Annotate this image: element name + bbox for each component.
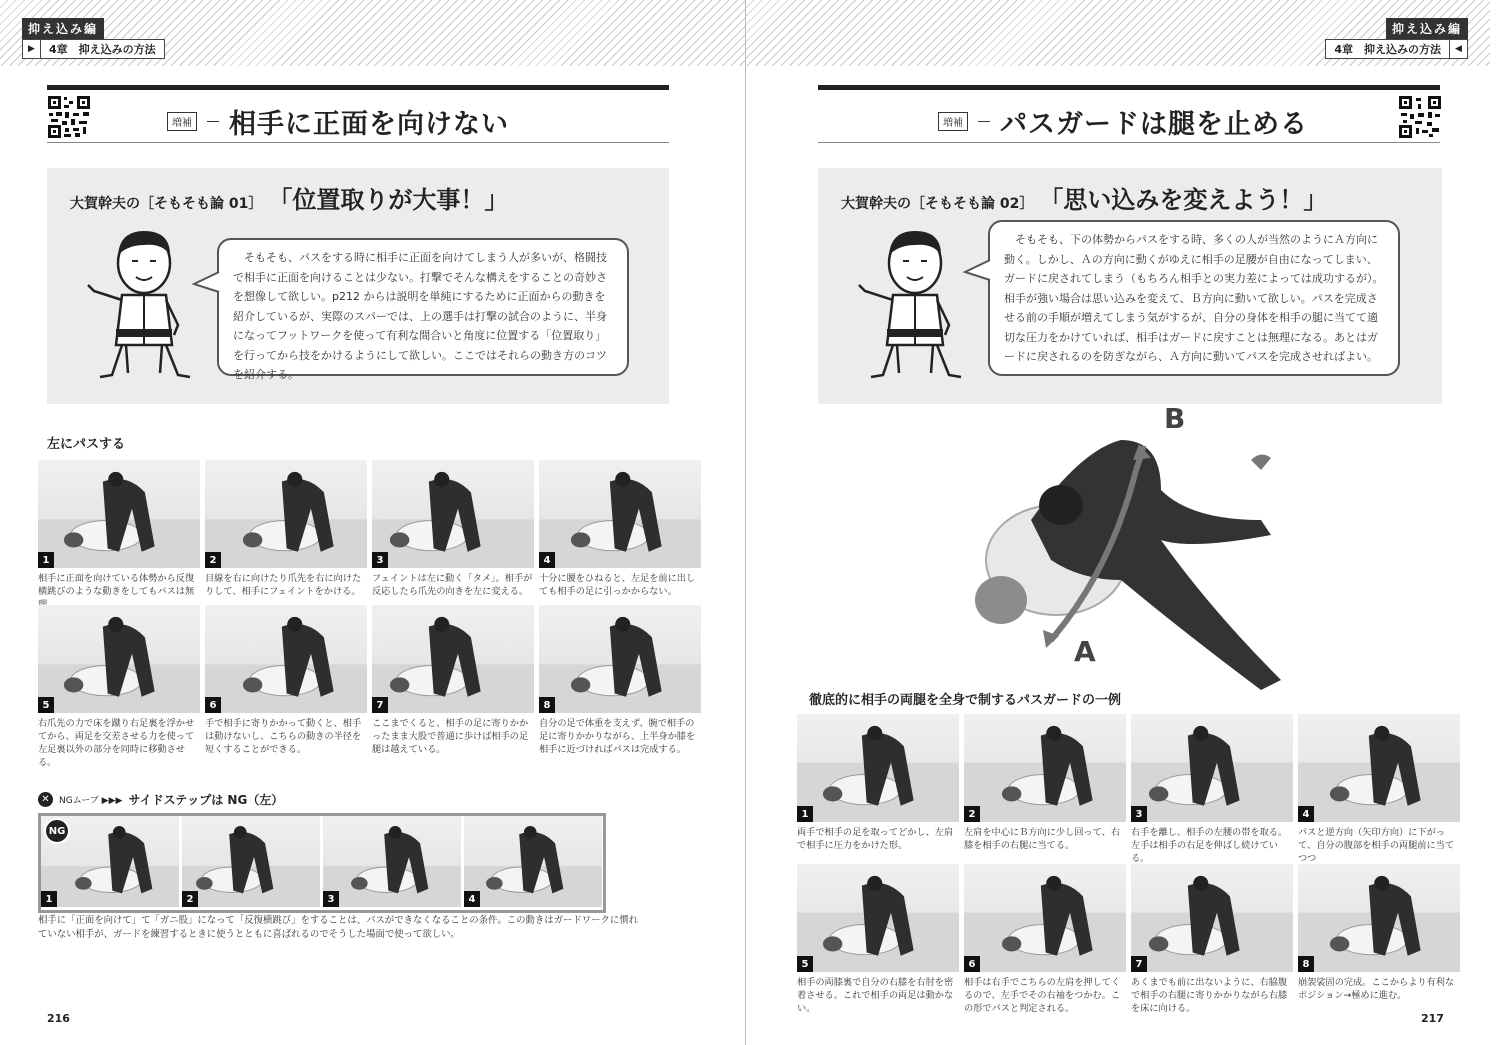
step-caption: 右爪先の力で床を蹴り右足裏を浮かせてから、両足を交差させる力を使って左足裏以外の部分を同時に移動させる。 (38, 718, 195, 768)
chapter-label: 4章 抑え込みの方法 (49, 43, 156, 56)
title-top-bar (818, 85, 1440, 90)
step-number: 1 (41, 891, 57, 907)
step-caption: フェイントは左に動く「タメ」。相手が反応したら爪先の向きを左に変える。 (372, 573, 533, 597)
page-title: 相手に正面を向けない (229, 109, 509, 140)
ng-heading: サイドステップは NG（左） (128, 793, 284, 807)
step-photo (1131, 714, 1293, 822)
step-photo (797, 864, 959, 972)
panel-heading (70, 180, 508, 215)
step-number: 3 (323, 891, 339, 907)
panel-catchphrase: 「思い込みを変えよう！」 (1039, 186, 1328, 214)
step-photo (964, 714, 1126, 822)
subheading-thigh-control: 徹底的に相手の両腿を全身で制するパスガードの一例 (809, 693, 1122, 708)
section-tag: 抑え込み編 (1386, 18, 1468, 39)
qr-code-icon (47, 95, 91, 139)
step-photo (38, 605, 200, 713)
speech-bubble: そもそも、パスをする時に相手に正面を向けてしまう人が多いが、格闘技で相手に正面を向けることは少ない。打撃でそんな構えをすることの奇妙さを想像して欲しい。p212 からは説明を単純にするために正面からの動きを紹介しているが、実際のスパーでは、上の選手は打撃の試合のように、半身になってフットワークを使って有利な間合いと角度に位置する「位置取り」を行ってから技をかけるようにして欲しい。ここではそれらの動き方のコツを紹介する。 (217, 238, 629, 376)
step-number: 2 (964, 806, 980, 822)
panel-catchphrase: 「位置取りが大事！」 (268, 186, 509, 214)
step-caption: 相手に正面を向けている体勢から反復横跳びのような動きをしてもパスは無 (38, 573, 195, 597)
step-number: 3 (372, 552, 388, 568)
badge-connector (207, 121, 219, 122)
bubble-tail (192, 270, 222, 294)
step-photo (205, 605, 367, 713)
step-caption: 手で相手に寄りかかって動くと、相手は動けないし、こちらの動きの半径を短くすることができる。 (205, 718, 362, 755)
ng-step-photo (323, 816, 461, 907)
speech-bubble: そもそも、下の体勢からパスをする時、多くの人が当然のようにＡ方向に動く。しかし、Ａの方向に動くがゆえに相手の足腰が自由になってしまい、ガードに戻されてしまう（もちろん相手との実力差によっては成功するが）。相手が強い場合は思い込みを変えて、Ｂ方向に動いて欲しい。パスを完成させる前の手順が増えてしまう気がするが、自分の身体を相手の腿に当てて適切な圧力をかけていれば、相手はガードに戻すことは無理になる。あとはガードに戻されるのを防ぎながら、Ａ方向に動いてパスを完成させればよい。 (988, 220, 1400, 376)
step-photo (1298, 714, 1460, 822)
instructor-cartoon (82, 225, 202, 390)
step-photo (539, 605, 701, 713)
step-number: 6 (205, 697, 221, 713)
step-caption: 左肩を中心にＢ方向に少し回って、右膝を相手の右腿に当てる。 (964, 827, 1121, 851)
close-icon: ✕ (38, 792, 53, 807)
title-top-bar (47, 85, 669, 90)
instructor-cartoon (853, 225, 973, 390)
page-number: 217 (1421, 1012, 1444, 1025)
step-caption: 相手は右手でこちらの左肩を押してくるので、左手でその右袖をつかむ。この形でパスと判定される。 (964, 977, 1121, 1014)
step-caption: 相手の両膝裏で自分の右膝を右肘を密着させる。これで相手の両足は動かない。 (797, 977, 954, 1014)
ng-badge: NG (44, 818, 70, 844)
qr-code-icon (1398, 95, 1442, 139)
step-photo (539, 460, 701, 568)
direction-label-b: B (1164, 402, 1186, 435)
step-number: 3 (1131, 806, 1147, 822)
page-title: パスガードは腿を止める (1000, 109, 1308, 140)
title-row (938, 102, 1308, 141)
direction-label-a: A (1074, 635, 1096, 668)
step-photo (372, 605, 534, 713)
chapter-label: 4章 抑え込みの方法 (1334, 43, 1441, 56)
ng-step-photo (182, 816, 320, 907)
bubble-tail (963, 258, 993, 282)
step-number: 1 (38, 552, 54, 568)
arrow-left-icon: ◀ (1449, 40, 1467, 58)
panel-heading (841, 180, 1327, 215)
step-photo (38, 460, 200, 568)
step-photo (372, 460, 534, 568)
section-tag: 抑え込み編 (22, 18, 104, 39)
page-number: 216 (47, 1012, 70, 1025)
step-caption: 目線を右に向けたり爪先を右に向けたりして、相手にフェイントをかける。 (205, 573, 362, 597)
step-caption: 自分の足で体重を支えず、腕で相手の足に寄りかかりながら、上半身か膝を相手に近づければパスは完成する。 (539, 718, 696, 755)
step-number: 8 (1298, 956, 1314, 972)
ng-move-title (38, 791, 283, 808)
step-caption: 右手を離し、相手の左腰の帯を取る。左手は相手の右足を伸ばし続けている。 (1131, 827, 1288, 864)
chapter-tab[interactable] (1325, 39, 1468, 59)
step-photo (1131, 864, 1293, 972)
arrow-right-icon: ▶ (23, 40, 41, 58)
step-number: 5 (797, 956, 813, 972)
step-number: 7 (372, 697, 388, 713)
badge-connector (978, 121, 990, 122)
zoho-badge: 増補 (938, 112, 968, 131)
step-photo (964, 864, 1126, 972)
panel-series: 大賀幹夫の［そもそも論 02］ (841, 196, 1034, 212)
step-photo (205, 460, 367, 568)
step-number: 2 (205, 552, 221, 568)
step-caption: ここまでくると、相手の足に寄りかかったまま大股で普通に歩けば相手の足腿は越えている。 (372, 718, 529, 755)
step-number: 4 (464, 891, 480, 907)
step-caption: 両手で相手の足を取ってどかし、左肩で相手に圧力をかけた形。 (797, 827, 954, 851)
step-caption: あくまでも前に出ないように、右脇腹で相手の右腿に寄りかかりながら右膝を床に向ける。 (1131, 977, 1288, 1014)
step-number: 1 (797, 806, 813, 822)
step-caption: 崩袈裟固の完成。ここからより有利なポジション→極めに進む。 (1298, 977, 1455, 1001)
left-page (0, 0, 745, 1045)
step-number: 6 (964, 956, 980, 972)
title-row (167, 102, 509, 141)
step-number: 8 (539, 697, 555, 713)
step-photo (1298, 864, 1460, 972)
ng-label: NGムーブ ▶▶▶ (59, 796, 123, 806)
title-underline (47, 142, 669, 143)
zoho-badge: 増補 (167, 112, 197, 131)
right-page (745, 0, 1490, 1045)
step-caption: パスと逆方向（矢印方向）に下がって、自分の腹部を相手の両腿前に当てつつ (1298, 827, 1455, 864)
step-number: 4 (539, 552, 555, 568)
step-number: 2 (182, 891, 198, 907)
ng-step-photo (464, 816, 602, 907)
panel-series: 大賀幹夫の［そもそも論 01］ (70, 196, 263, 212)
step-caption: 十分に腰をひねると、左足を前に出しても相手の足に引っかからない。 (539, 573, 696, 597)
step-number: 7 (1131, 956, 1147, 972)
overhead-pass-photo (961, 410, 1291, 705)
ng-caption: 相手に「正面を向けて」て「ガニ股」になって「反復横跳び」をすることは、パスができなくなることの条件。この動きはガードワークに慣れていない相手が、ガードを練習するときに使うとともに喜ばれるのでそうした場面で使って欲しい。 (38, 915, 639, 940)
chapter-tab[interactable] (22, 39, 165, 59)
step-number: 4 (1298, 806, 1314, 822)
subheading-left-pass: 左にパスする (47, 437, 126, 452)
title-underline (818, 142, 1440, 143)
step-photo (797, 714, 959, 822)
step-number: 5 (38, 697, 54, 713)
